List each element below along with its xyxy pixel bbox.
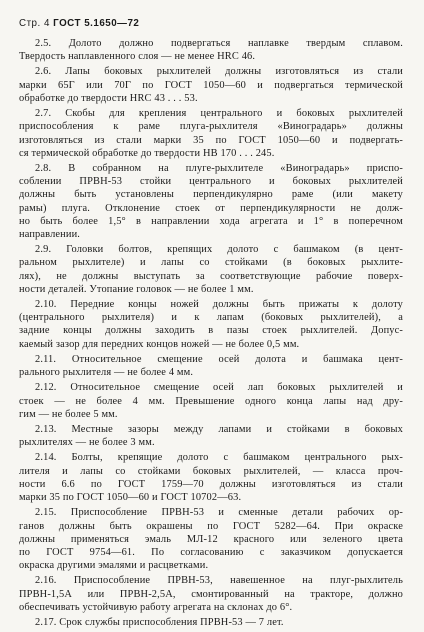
text-line: каемый зазор для передних концов ножей — не более 0,5 мм.: [19, 338, 300, 350]
text-line: приспособления к раме плуга-рыхлителя «Виноградарь» должны: [19, 121, 403, 133]
text-line: ся термической обработке до твердости НВ 170 . . . 245.: [19, 147, 275, 159]
text-line: обработке до твердости HRC 43 . . . 53.: [19, 92, 198, 104]
paragraph-clause: [19, 298, 403, 351]
paragraph-clause: [19, 243, 403, 296]
document-body: [19, 37, 403, 631]
paragraph-clause: [19, 423, 403, 449]
text-line: марки 35 по ГОСТ 1050—60 и ГОСТ 10702—63.: [19, 492, 242, 504]
paragraph-clause: [19, 162, 403, 241]
text-line: 2.7. Скобы для крепления центрального и боковых рыхлителей: [35, 108, 403, 120]
paragraph-clause: [19, 381, 403, 421]
text-line: марки 65Г или 70Г по ГОСТ 1050—60 и подвергаться термической: [19, 79, 403, 91]
page-header: [19, 18, 139, 29]
paragraph-clause: [19, 506, 403, 572]
text-line: рамы) плуга. Отклонение стоек от перпендикулярности не долж-: [19, 202, 403, 214]
text-line: (центрального рыхлителя) и к лапам (боковых рыхлителей), а: [19, 312, 403, 324]
text-line: 2.8. В собранном на плуге-рыхлителе «Виноградарь» приспо-: [35, 162, 403, 174]
text-line: Твердость наплавленного слоя — не менее HRC 46.: [19, 51, 256, 63]
standard-number: ГОСТ 5.1650—72: [53, 18, 140, 29]
text-line: лях), не должны выступать за соответствующие рабочие поверх-: [19, 270, 403, 282]
text-line: ральном рыхлителе) и лапы со стойками (в боковых рыхлите-: [19, 257, 403, 269]
paragraph-clause: [19, 37, 403, 63]
paragraph-clause: [19, 353, 403, 379]
text-line: изготовляться из стали марки 35 по ГОСТ 1050—60 и подвергать-: [19, 134, 403, 146]
paragraph-clause: [19, 65, 403, 105]
paragraph-clause: [19, 574, 403, 614]
text-line: должны быть установлены перпендикулярно раме (или макету: [19, 189, 403, 201]
text-line: по ГОСТ 9754—61. По согласованию с заказчиком допускается: [19, 546, 403, 558]
text-line: обеспечивать устойчивую работу агрегата на склонах до 6°.: [19, 601, 293, 613]
text-line: ганов должны быть окрашены по ГОСТ 5282—64. При окраске: [19, 520, 403, 532]
text-line: стоек — не более 4 мм. Превышение одного конца лапы над дру-: [19, 395, 403, 407]
page-number: Стр. 4: [19, 18, 50, 29]
text-line: 2.14. Болты, крепящие долото с башмаком центрального рых-: [35, 452, 403, 464]
paragraph-clause: [19, 107, 403, 160]
text-line: ПРВН-1,5А или ПРВН-2,5А, смонтированный на тракторе, должно: [19, 588, 403, 600]
text-line: 2.11. Относительное смещение осей долота и башмака цент-: [35, 353, 403, 365]
text-line: 2.15. Приспособление ПРВН-53 и сменные детали рабочих ор-: [35, 507, 403, 519]
paragraph-clause: [19, 451, 403, 504]
text-line: лителя и лапы со стойками боковых рыхлителей, — класса проч-: [19, 465, 403, 477]
text-line: 2.17. Срок службы приспособления ПРВН-53 — 7 лет.: [35, 617, 284, 628]
text-line: рального рыхлителя — не более 4 мм.: [19, 367, 194, 379]
text-line: 2.6. Лапы боковых рыхлителей должны изготовляться из стали: [35, 66, 403, 78]
text-line: 2.12. Относительное смещение осей лап боковых рыхлителей и: [35, 382, 403, 394]
text-line: ности деталей. Утопание головок — не более 1 мм.: [19, 283, 254, 295]
text-line: 2.10. Передние концы ножей должны быть прижаты к долоту: [35, 299, 403, 311]
text-line: 2.5. Долото должно подвергаться наплавке твердым сплавом.: [35, 38, 403, 49]
text-line: рыхлителях — не более 3 мм.: [19, 437, 155, 449]
text-line: 2.13. Местные зазоры между лапами и стойками в боковых: [35, 424, 403, 435]
text-line: соблении ПРВН-53 стойки центрального и боковых рыхлителей: [19, 176, 403, 188]
text-line: окраска другими эмалями и расцветками.: [19, 560, 209, 572]
text-line: ности 6.6 по ГОСТ 1759—70 должны изготовляться из стали: [19, 478, 403, 490]
text-line: 2.16. Приспособление ПРВН-53, навешенное на плуг-рыхлитель: [35, 575, 403, 587]
text-line: должны применяться эмаль МЛ-12 красного или зеленого цвета: [19, 533, 403, 545]
paragraph-clause: [19, 616, 403, 629]
text-line: гим — не более 5 мм.: [19, 408, 118, 420]
text-line: направлении.: [19, 228, 81, 240]
text-line: но быть более 1,5° в направлении хода агрегата и 1° в поперечном: [19, 215, 403, 227]
text-line: 2.9. Головки болтов, крепящих долото с башмаком (в цент-: [35, 244, 403, 256]
text-line: задние концы должны заходить в пазы стоек рыхлителей. Допус-: [19, 325, 403, 337]
